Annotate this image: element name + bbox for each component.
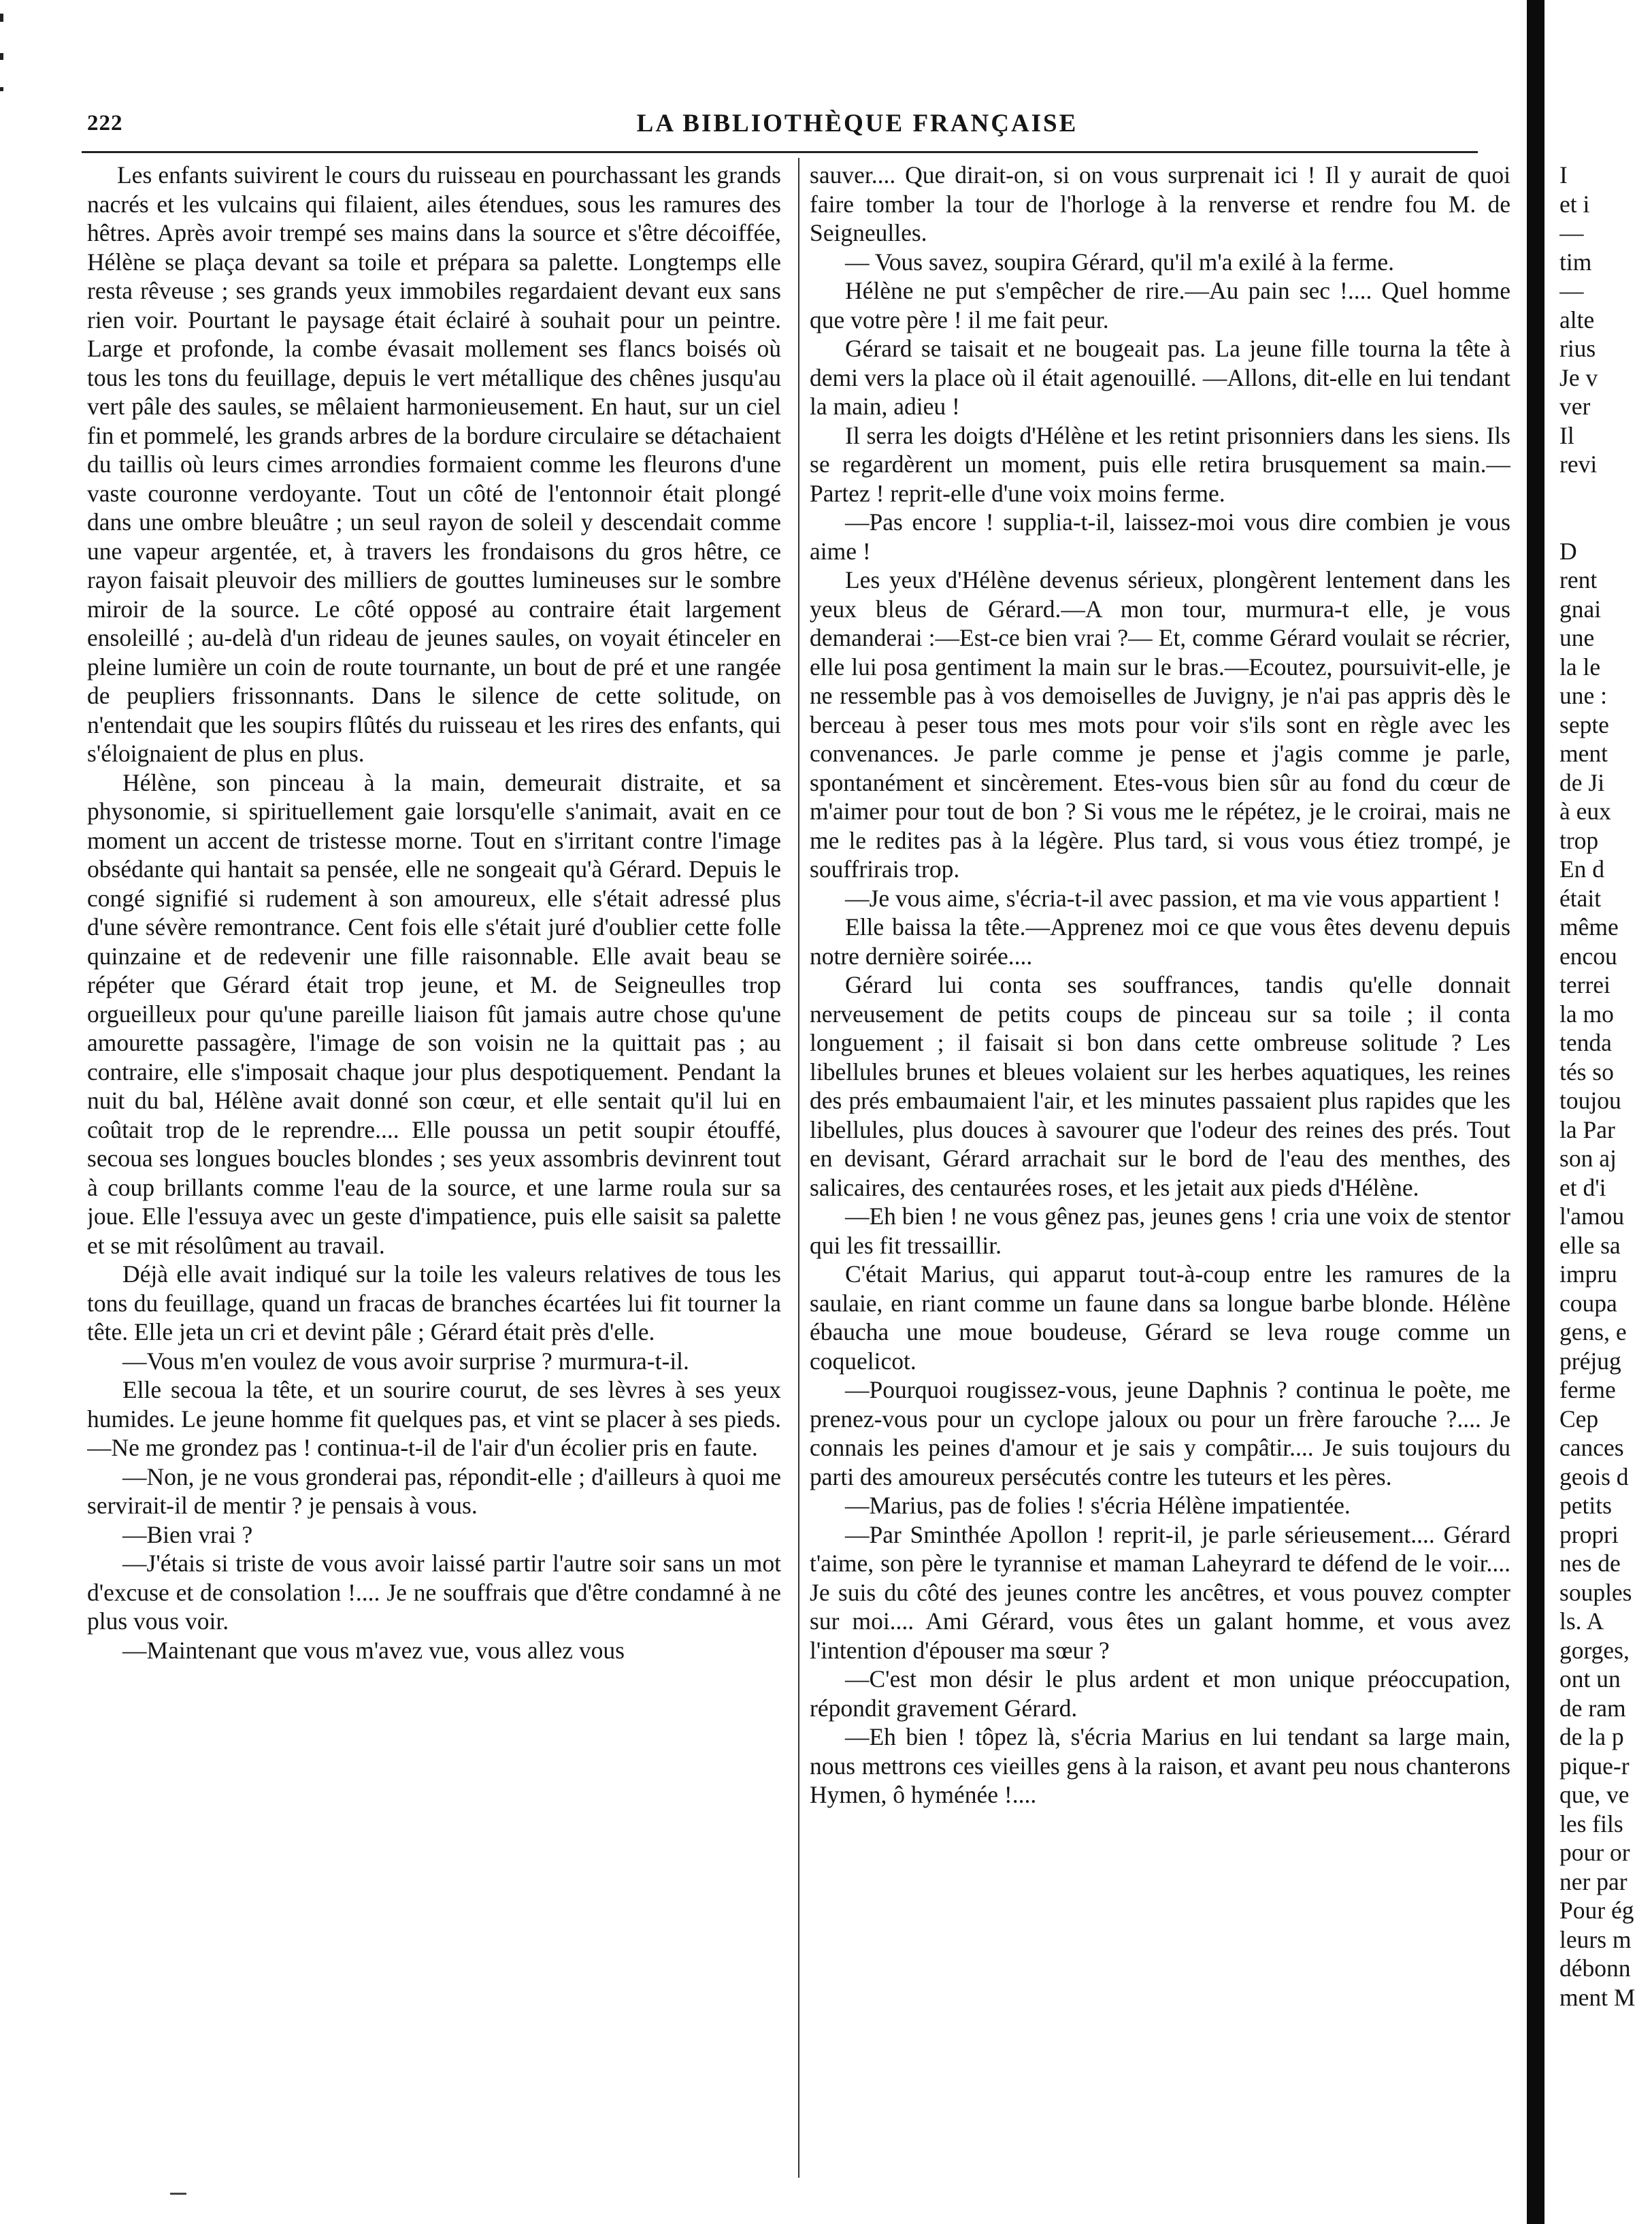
running-title: LA BIBLIOTHÈQUE FRANÇAISE: [636, 110, 1078, 137]
fragment-line: Il: [1559, 421, 1574, 449]
header-rule: [82, 151, 1478, 153]
fragment-line: —: [1559, 277, 1584, 304]
paragraph: —Par Sminthée Apollon ! reprit-il, je parle sérieusement.... Gérard t'aime, son père le tyrannise et maman Laheyrard te défend de le voir.... Je suis du côté des jeunes contre les ancêtres, et vous pouvez compter sur moi.... Ami Gérard, vous êtes un galant homme, et vous avez l'intention d'épouser ma sœur ?: [810, 1520, 1510, 1664]
paragraph: Hélène, son pinceau à la main, demeurait distraite, et sa physonomie, si spirituellement gaie lorsqu'elle s'animait, avait en ce moment un accent de tristesse morne. Tout en s'irritant contre l'image obsédante qui hantait sa pensée, elle ne songeait qu'à Gérard. Depuis le congé signifié si rudement à son amoureux, elle s'était adressé plus d'une sévère remontrance. Cent fois elle s'était juré d'oublier cette folle quinzaine et de redevenir une fille raisonnable. Elle avait beau se répéter que Gérard était trop jeune, et M. de Seigneulles trop orgueilleux pour qu'une pareille liaison fût jamais autre chose qu'une amourette passagère, l'image de son voisin ne la quittait pas ; au contraire, elle s'imposait chaque jour plus despotiquement. Pendant la nuit du bal, Hélène avait donné son cœur, et elle sentait qu'il lui en coûtait trop de le reprendre.... Elle poussa un petit soupir étouffé, secoua ses longues boucles blondes ; ses yeux assombris devinrent tout à coup brillants comme l'eau de la source, et une larme roula sur sa joue. Elle l'essuya avec un geste d'impatience, puis elle saisit sa palette et se mit résolûment au travail.: [87, 768, 781, 1259]
paragraph: Elle baissa la tête.—Apprenez moi ce que vous êtes devenu depuis notre dernière soirée....: [810, 913, 1510, 970]
fragment-line: —: [1559, 219, 1584, 246]
bottom-mark: [170, 2193, 186, 2195]
paragraph: Hélène ne put s'empêcher de rire.—Au pain sec !.... Quel homme que votre père ! il me fait peur.: [810, 277, 1510, 333]
edge-mark: [0, 14, 3, 22]
paragraph: —Pas encore ! supplia-t-il, laissez-moi vous dire combien je vous aime !: [810, 508, 1510, 565]
fragment-line: de Ji: [1559, 768, 1605, 796]
fragment-line: D: [1559, 537, 1577, 565]
fragment-line: propri: [1559, 1520, 1619, 1548]
fragment-line: revi: [1559, 451, 1598, 478]
fragment-line: Pour ég: [1559, 1897, 1634, 1924]
paragraph: —Eh bien ! ne vous gênez pas, jeunes gens ! cria une voix de stentor qui les fit tressaillir.: [810, 1203, 1510, 1259]
fragment-line: ment: [1559, 740, 1608, 767]
fragment-line: la Par: [1559, 1115, 1615, 1143]
fragment-line: et d'i: [1559, 1173, 1606, 1201]
fragment-line: cances: [1559, 1434, 1624, 1461]
paragraph: sauver.... Que dirait-on, si on vous surprenait ici ! Il y aurait de quoi faire tomber la tour de l'horloge à la renverse et rendre fou M. de Seigneulles.: [810, 161, 1510, 246]
paragraph: Il serra les doigts d'Hélène et les retint prisonniers dans les siens. Ils se regardèrent un moment, puis elle retira brusquement sa main.—Partez ! reprit-elle d'une voix moins ferme.: [810, 421, 1510, 507]
fragment-line: En d: [1559, 855, 1605, 883]
fragment-line: septe: [1559, 710, 1609, 738]
fragment-line: une: [1559, 624, 1595, 651]
fragment-line: la le: [1559, 653, 1601, 681]
fragment-line: terrei: [1559, 971, 1610, 998]
fragment-line: impru: [1559, 1260, 1617, 1288]
fragment-line: tenda: [1559, 1029, 1612, 1056]
fragment-line: préjug: [1559, 1347, 1621, 1375]
fragment-line: à eux: [1559, 798, 1611, 825]
edge-mark: [0, 53, 3, 60]
fragment-line: Je v: [1559, 363, 1598, 391]
fragment-line: alte: [1559, 306, 1595, 333]
fragment-line: [1559, 479, 1652, 508]
fragment-line: rent: [1559, 566, 1598, 593]
fragment-line: coupa: [1559, 1289, 1617, 1317]
right-column: [810, 161, 1510, 2175]
paragraph: —Maintenant que vous m'avez vue, vous allez vous: [122, 1636, 625, 1664]
fragment-line: était: [1559, 884, 1602, 912]
fragment-line: gorges,: [1559, 1636, 1630, 1664]
binding-gutter: [1527, 0, 1544, 2224]
left-column: [87, 161, 781, 2175]
fragment-line: elle sa: [1559, 1231, 1621, 1259]
paragraph: C'était Marius, qui apparut tout-à-coup entre les ramures de la saulaie, en riant comme un faune dans sa longue barbe blonde. Hélène ébaucha une moue boudeuse, Gérard se leva rouge comme un coquelicot.: [810, 1260, 1510, 1375]
page-number: 222: [87, 111, 123, 135]
paragraph: Déjà elle avait indiqué sur la toile les valeurs relatives de tous les tons du feuillage, quand un fracas de branches écartées lui fit tourner la tête. Elle jeta un cri et devint pâle ; Gérard était près d'elle.: [87, 1260, 781, 1345]
fragment-line: les fils: [1559, 1810, 1623, 1837]
fragment-line: de la p: [1559, 1723, 1624, 1750]
fragment-line: souples: [1559, 1578, 1632, 1606]
fragment-line: gens, e: [1559, 1318, 1627, 1345]
fragment-line: encou: [1559, 942, 1617, 970]
paragraph: —Vous m'en voulez de vous avoir surprise ? murmura-t-il.: [122, 1347, 689, 1375]
paragraph: —C'est mon désir le plus ardent et mon unique préoccupation, répondit gravement Gérard.: [810, 1665, 1510, 1722]
paragraph: —Pourquoi rougissez-vous, jeune Daphnis ? continua le poète, me prenez-vous pour un cyclope jaloux ou pour un frère farouche ?.... Je connais les peines d'amour et je sais y compâtir.... Je suis toujours du parti des amoureux persécutés contre les tuteurs et les pères.: [810, 1376, 1510, 1490]
next-page-fragment: [1559, 161, 1652, 2209]
fragment-line: ment M: [1559, 1983, 1636, 2011]
fragment-line: ferme: [1559, 1376, 1616, 1403]
fragment-line: trop: [1559, 826, 1599, 854]
fragment-line: débonn: [1559, 1955, 1631, 1982]
paragraph: —Je vous aime, s'écria-t-il avec passion, et ma vie vous appartient !: [845, 884, 1501, 912]
fragment-line: son aj: [1559, 1145, 1617, 1172]
fragment-line: leurs m: [1559, 1925, 1632, 1953]
fragment-line: ont un: [1559, 1665, 1621, 1692]
fragment-line: geois d: [1559, 1462, 1629, 1490]
fragment-line: pour or: [1559, 1839, 1630, 1866]
fragment-line: rius: [1559, 335, 1596, 362]
fragment-line: petits: [1559, 1492, 1612, 1519]
paragraph: — Vous savez, soupira Gérard, qu'il m'a exilé à la ferme.: [845, 248, 1395, 276]
fragment-line: et i: [1559, 190, 1590, 218]
fragment-line: gnai: [1559, 595, 1602, 623]
paragraph: —Bien vrai ?: [122, 1520, 253, 1548]
paragraph: —J'étais si triste de vous avoir laissé partir l'autre soir sans un mot d'excuse et de consolation !.... Je ne souffrais que d'être condamné à ne plus vous voir.: [87, 1550, 781, 1635]
column-rule: [798, 158, 799, 2178]
fragment-line: ver: [1559, 393, 1591, 420]
paragraph: —Eh bien ! tôpez là, s'écria Marius en lui tendant sa large main, nous mettrons ces vieilles gens à la raison, et avant peu nous chanterons Hymen, ô hyménée !....: [810, 1723, 1510, 1808]
fragment-line: l'amou: [1559, 1203, 1625, 1230]
fragment-line: Cep: [1559, 1405, 1599, 1433]
fragment-line: ls. A: [1559, 1607, 1604, 1635]
paragraph: Gérard lui conta ses souffrances, tandis qu'elle donnait nerveusement de petits coups de pinceau sur sa toile ; il conta longuement ; il faisait si bon dans cette ombreuse solitude ? Les libellules brunes et bleues volaient sur les herbes aquatiques, les reines des prés embaumaient l'air, et les minutes passaient plus rapides que les libellules, plus douces à savourer que l'odeur des reines des prés. Tout en devisant, Gérard arrachait sur le bord de l'eau des menthes, des salicaires, des centaurées roses, et les jetait aux pieds d'Hélène.: [810, 971, 1510, 1201]
fragment-line: I: [1559, 161, 1568, 189]
fragment-line: nes de: [1559, 1550, 1621, 1577]
paragraph: Les enfants suivirent le cours du ruisseau en pourchassant les grands nacrés et les vulcains qui filaient, ailes étendues, sous les ramures des hêtres. Après avoir trempé ses mains dans la source et s'être décoiffée, Hélène se plaça devant sa toile et prépara sa palette. Longtemps elle resta rêveuse ; ses grands yeux immobiles regardaient devant eux sans rien voir. Pourtant le paysage était éclairé à souhait pour un peintre. Large et profonde, la combe évasait mollement ses flancs boisés où tous les tons du feuillage, depuis le vert métallique des chênes jusqu'au vert pâle des saules, se mêlaient harmonieusement. En haut, sur un ciel fin et pommelé, les grands arbres de la bordure circulaire se détachaient du taillis où leurs cimes arrondies formaient comme les fleurons d'une vaste couronne verdoyante. Tout un côté de l'entonnoir était plongé dans une ombre bleuâtre ; un seul rayon de soleil y descendait comme une vapeur argentée, et, à travers les frondaisons du gros hêtre, ce rayon faisait pleuvoir des milliers de gouttes lumineuses sur le sombre miroir de la source. Le côté opposé au contraire était largement ensoleillé ; au-delà d'un rideau de jeunes saules, on voyait étinceler en pleine lumière un coin de route tournante, un bout de pré et une rangée de peupliers frissonnants. Dans le silence de cette solitude, on n'entendait que les soupirs flûtés du ruisseau et les rires des enfants, qui s'éloignaient de plus en plus.: [87, 161, 781, 767]
paragraph: Elle secoua la tête, et un sourire courut, de ses lèvres à ses yeux humides. Le jeune homme fit quelques pas, et vint se placer à ses pieds.—Ne me grondez pas ! continua-t-il de l'air d'un écolier pris en faute.: [87, 1376, 781, 1461]
fragment-line: la mo: [1559, 1000, 1614, 1028]
paragraph: —Non, je ne vous gronderai pas, répondit-elle ; d'ailleurs à quoi me servirait-il de mentir ? je pensais à vous.: [87, 1462, 781, 1519]
paragraph: Gérard se taisait et ne bougeait pas. La jeune fille tourna la tête à demi vers la place où il était agenouillé. —Allons, dit-elle en lui tendant la main, adieu !: [810, 335, 1510, 420]
edge-mark: [0, 87, 3, 91]
fragment-line: [1559, 508, 1652, 537]
paragraph: —Marius, pas de folies ! s'écria Hélène impatientée.: [845, 1492, 1351, 1519]
paragraph: Les yeux d'Hélène devenus sérieux, plongèrent lentement dans les yeux bleus de Gérard.—A mon tour, murmura-t elle, je vous demanderai :—Est-ce bien vrai ?— Et, comme Gérard voulait se récrier, elle lui posa gentiment la main sur le bras.—Ecoutez, poursuivit-elle, je ne ressemble pas à vos demoiselles de Juvigny, je n'ai pas appris dès le berceau à peser tous mes mots pour voir s'ils sont en règle avec les convenances. Je parle comme je pense et j'agis comme je parle, spontanément et sincèrement. Etes-vous bien sûr au fond du cœur de m'aimer pour tout de bon ? Si vous me le répétez, je le croirai, mais ne me le redites pas à la légère. Plus tard, si vous vous étiez trompé, je souffrirais trop.: [810, 566, 1510, 883]
fragment-line: que, ve: [1559, 1781, 1630, 1808]
fragment-line: une :: [1559, 682, 1607, 709]
fragment-line: même: [1559, 913, 1619, 941]
fragment-line: de ram: [1559, 1694, 1626, 1722]
fragment-line: tim: [1559, 248, 1592, 276]
fragment-line: ner par: [1559, 1867, 1628, 1895]
fragment-line: tés so: [1559, 1058, 1614, 1085]
fragment-line: pique-r: [1559, 1752, 1630, 1780]
fragment-line: toujou: [1559, 1087, 1621, 1114]
